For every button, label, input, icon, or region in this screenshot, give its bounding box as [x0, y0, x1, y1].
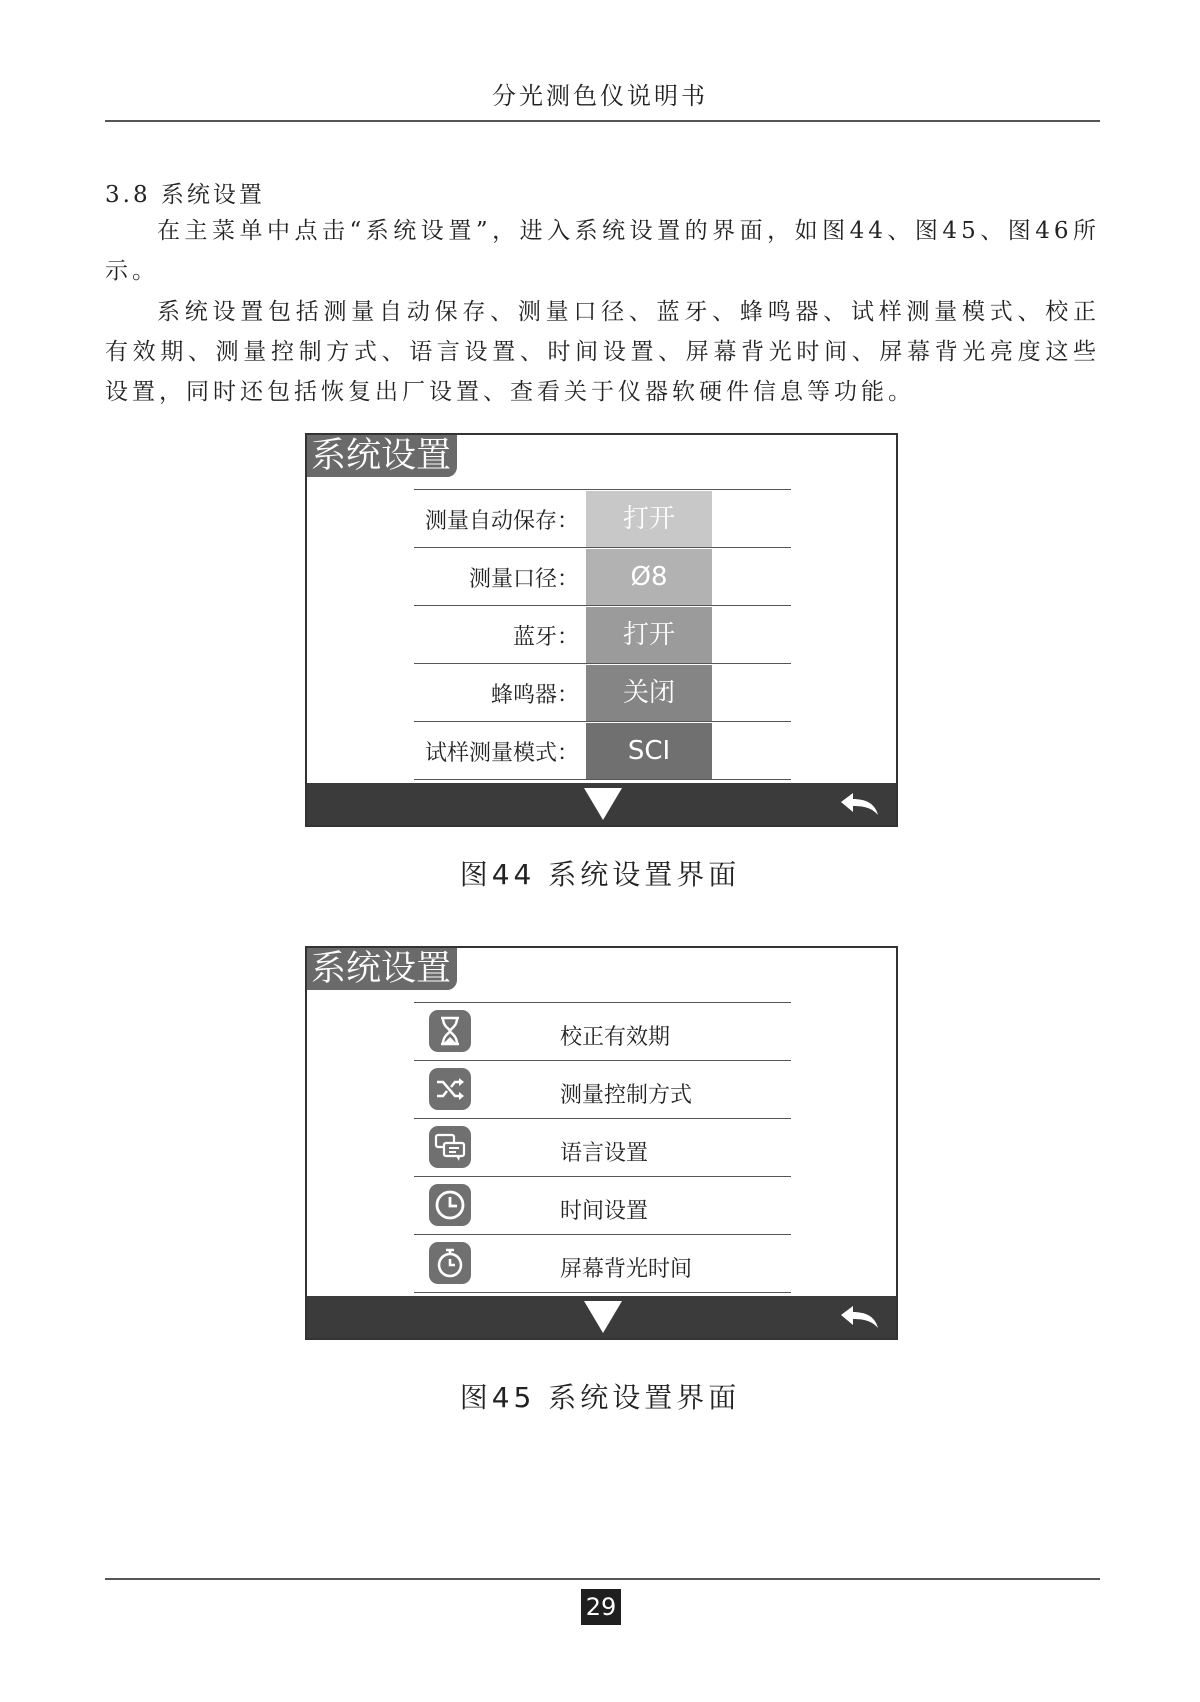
setting-label-sample-mode: 试样测量模式：	[424, 741, 579, 766]
scroll-down-arrow-icon[interactable]	[584, 788, 622, 820]
figure-44-caption: 图44 系统设置界面	[459, 858, 741, 891]
setting-value-buzzer[interactable]: 关闭	[586, 665, 712, 721]
shuffle-icon	[429, 1068, 471, 1110]
footer-rule	[105, 1578, 1100, 1580]
menu-item-calibration-validity[interactable]: 校正有效期	[560, 1025, 671, 1050]
page-number: 29	[581, 1589, 621, 1625]
setting-value-aperture[interactable]: Ø8	[586, 549, 712, 605]
paragraph-intro: 在主菜单中点击“系统设置”，进入系统设置的界面，如图44、图45、图46所示。	[105, 218, 1100, 284]
menu-item-language[interactable]: 语言设置	[560, 1141, 649, 1166]
speech-bubbles-icon	[429, 1126, 471, 1168]
row-divider	[414, 663, 791, 664]
row-divider	[414, 1176, 791, 1177]
screen-title: 系统设置	[307, 435, 457, 477]
figure-45-screen	[305, 946, 898, 1340]
menu-item-backlight-time[interactable]: 屏幕背光时间	[560, 1257, 693, 1282]
scroll-down-arrow-icon[interactable]	[584, 1301, 622, 1333]
figure-44-screen	[305, 433, 898, 827]
row-divider	[414, 489, 791, 490]
screen-title: 系统设置	[307, 948, 457, 990]
paragraph-features: 系统设置包括测量自动保存、测量口径、蓝牙、蜂鸣器、试样测量模式、校正有效期、测量控制方式、语言设置、时间设置、屏幕背光时间、屏幕背光亮度这些设置，同时还包括恢复出厂设置、查看关于仪器软硬件信息等功能。	[105, 299, 1100, 405]
setting-label-auto-save: 测量自动保存：	[424, 509, 579, 534]
screen-bottom-bar	[307, 783, 896, 825]
hourglass-icon	[429, 1010, 471, 1052]
document-header-title: 分光测色仪说明书	[492, 82, 708, 110]
row-divider	[414, 721, 791, 722]
row-divider	[414, 605, 791, 606]
back-arrow-icon[interactable]	[839, 1305, 879, 1329]
setting-label-buzzer: 蜂鸣器：	[490, 683, 579, 708]
header-rule	[105, 120, 1100, 122]
section-heading: 3.8 系统设置	[105, 182, 265, 208]
row-divider	[414, 779, 791, 780]
setting-label-bluetooth: 蓝牙：	[512, 625, 579, 650]
row-divider	[414, 1002, 791, 1003]
back-arrow-icon[interactable]	[839, 792, 879, 816]
setting-value-bluetooth[interactable]: 打开	[586, 607, 712, 663]
stopwatch-icon	[429, 1242, 471, 1284]
setting-label-aperture: 测量口径：	[468, 567, 579, 592]
setting-value-sample-mode[interactable]: SCI	[586, 723, 712, 779]
menu-item-measurement-control[interactable]: 测量控制方式	[560, 1083, 693, 1108]
screen-bottom-bar	[307, 1296, 896, 1338]
row-divider	[414, 1234, 791, 1235]
row-divider	[414, 1292, 791, 1293]
setting-value-auto-save[interactable]: 打开	[586, 491, 712, 547]
row-divider	[414, 1118, 791, 1119]
row-divider	[414, 547, 791, 548]
clock-icon	[429, 1184, 471, 1226]
menu-item-time[interactable]: 时间设置	[560, 1199, 649, 1224]
row-divider	[414, 1060, 791, 1061]
figure-45-caption: 图45 系统设置界面	[459, 1381, 741, 1414]
